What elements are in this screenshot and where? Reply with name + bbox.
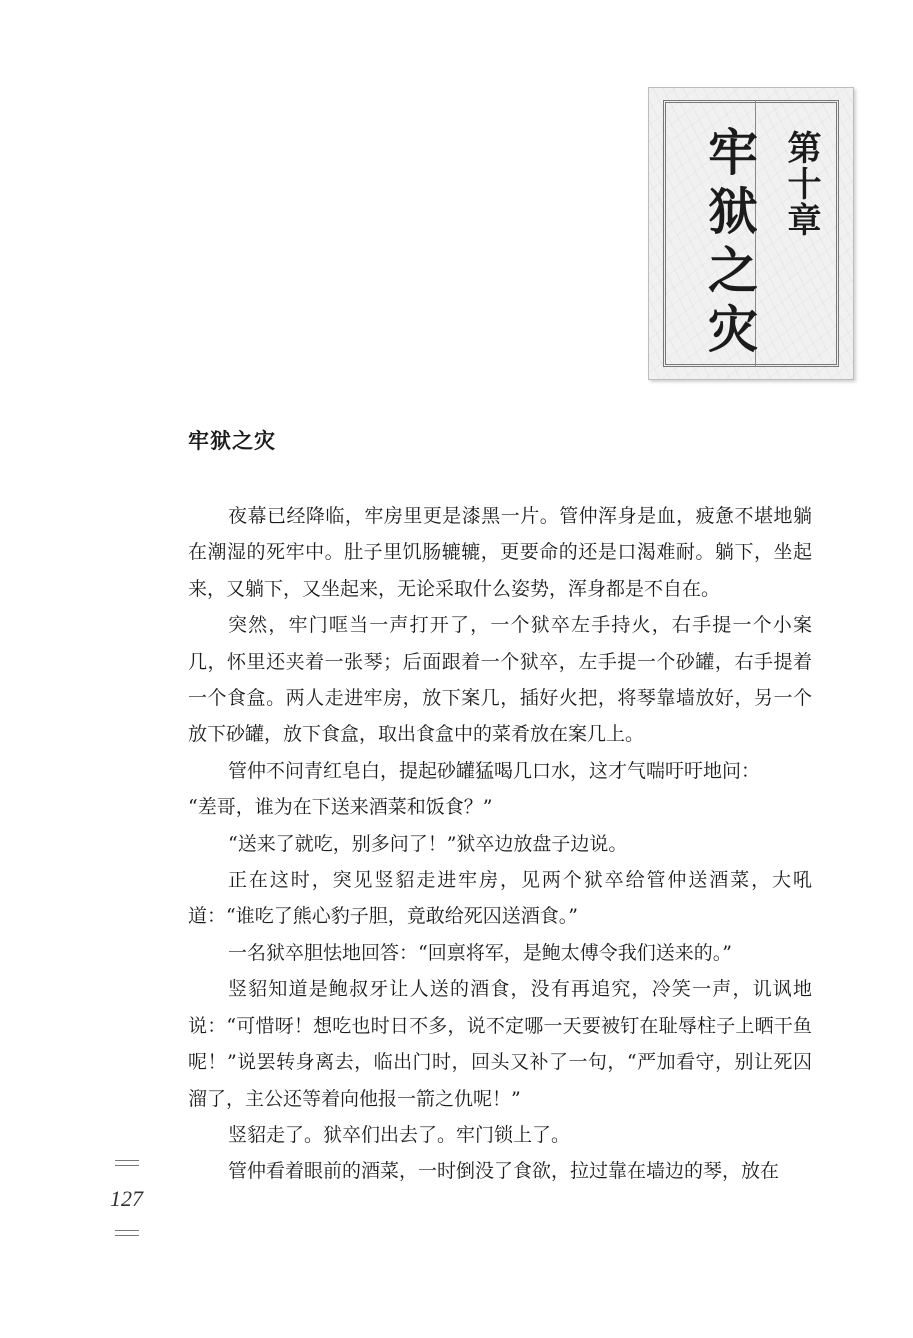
paragraph: 竖貂知道是鲍叔牙让人送的酒食，没有再追究，冷笑一声，讥讽地说：“可惜呀！想吃也时日不多，说不定哪一天要被钉在耻辱柱子上晒干鱼呢！”说罢转身离去，临出门时，回头又补了一句，“严加看守，别让死囚溜了，主公还等着向他报一箭之仇呢！” [188,978,812,1110]
chapter-title: 牢狱之灾 [700,126,759,362]
paragraph: 突然，牢门哐当一声打开了，一个狱卒左手持火，右手提一个小案几，怀里还夹着一张琴；后面跟着一个狱卒，左手提一个砂罐，右手提着一个食盒。两人走进牢房，放下案几，插好火把，将琴靠墙放好，另一个放下砂罐，放下食盒，取出食盒中的菜肴放在案几上。 [188,614,812,746]
paragraph: 夜幕已经降临，牢房里更是漆黑一片。管仲浑身是血，疲惫不堪地躺在潮湿的死牢中。肚子里饥肠辘辘，更要命的还是口渴难耐。躺下，坐起来，又躺下，又坐起来，无论采取什么姿势，浑身都是不自在。 [188,505,812,600]
body-text [188,498,812,1190]
chapter-number: 第十章 [781,130,821,238]
paragraph: 管仲看着眼前的酒菜，一时倒没了食欲，拉过靠在墙边的琴，放在 [228,1160,780,1183]
page-number-rule-bottom [115,1230,139,1236]
paragraph: “送来了就吃，别多问了！”狱卒边放盘子边说。 [228,832,628,855]
paragraph: 正在这时，突见竖貂走进牢房，见两个狱卒给管仲送酒菜，大吼道：“谁吃了熊心豹子胆，竟敢给死囚送酒食。” [188,869,812,928]
chapter-title-box [648,87,854,380]
paragraph: 竖貂走了。狱卒们出去了。牢门锁上了。 [228,1123,571,1146]
paragraph: 管仲不问青红皂白，提起砂罐猛喝几口水，这才气喘吁吁地问： [228,759,761,782]
page-number-rule-top [115,1160,139,1166]
section-heading: 牢狱之灾 [188,428,276,453]
page-number: 127 [110,1186,143,1211]
paragraph: 一名狱卒胆怯地回答：“回禀将军，是鲍太傅令我们送来的。” [228,941,732,964]
paragraph: “差哥，谁为在下送来酒菜和饭食？” [188,796,493,819]
